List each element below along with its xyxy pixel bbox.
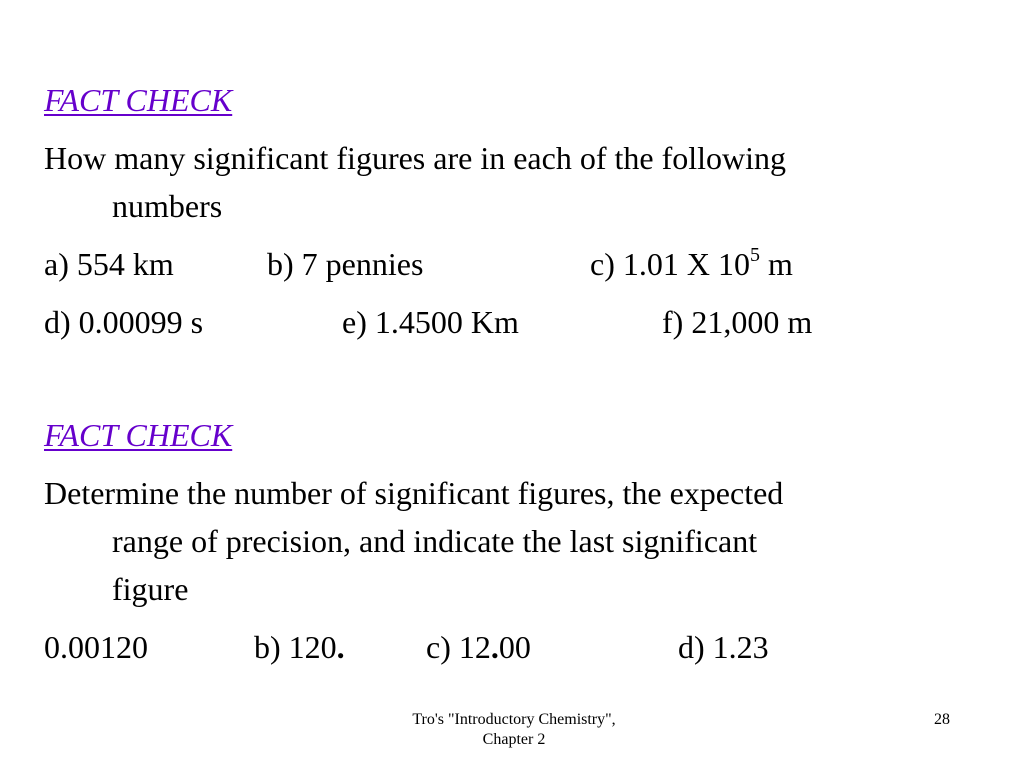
fact-check-heading-1: FACT CHECK [44, 82, 233, 118]
item-a: a) 554 km [44, 246, 174, 282]
item-2c-integer: c) 12 [426, 629, 491, 665]
item-c-exponent: 5 [749, 244, 760, 267]
item-e: e) 1.4500 Km [342, 304, 519, 340]
item-2a: 0.00120 [44, 629, 148, 665]
item-b: b) 7 pennies [267, 246, 424, 282]
item-c [590, 246, 793, 282]
question-1-line-1: How many significant figures are in each of the following [44, 140, 786, 176]
footer-source [364, 710, 664, 750]
item-2b-number: b) 120 [254, 629, 337, 665]
answer-row-3 [44, 629, 944, 665]
answer-row-1 [44, 246, 944, 282]
item-2b-decimal-point: . [336, 629, 345, 665]
footer-source-line-2: Chapter 2 [482, 731, 546, 748]
item-f: f) 21,000 m [662, 304, 813, 340]
item-d: d) 0.00099 s [44, 304, 204, 340]
item-2b [254, 629, 345, 665]
answer-row-2 [44, 304, 944, 340]
question-2-line-1: Determine the number of significant figures, the expected [44, 475, 784, 511]
fact-check-heading-2: FACT CHECK [44, 417, 233, 453]
item-c-base: c) 1.01 X 10 [590, 246, 750, 282]
question-2-line-2: range of precision, and indicate the last significant [112, 523, 758, 559]
item-2c-fraction: 00 [498, 629, 531, 665]
question-1-line-2: numbers [112, 188, 223, 224]
item-2c [426, 629, 531, 665]
page-number: 28 [934, 711, 950, 728]
item-2c-decimal-point: . [490, 629, 499, 665]
item-c-unit: m [759, 246, 793, 282]
item-2d: d) 1.23 [678, 629, 769, 665]
footer-source-line-1: Tro's "Introductory Chemistry", [412, 711, 616, 728]
question-2-line-3: figure [112, 571, 189, 607]
